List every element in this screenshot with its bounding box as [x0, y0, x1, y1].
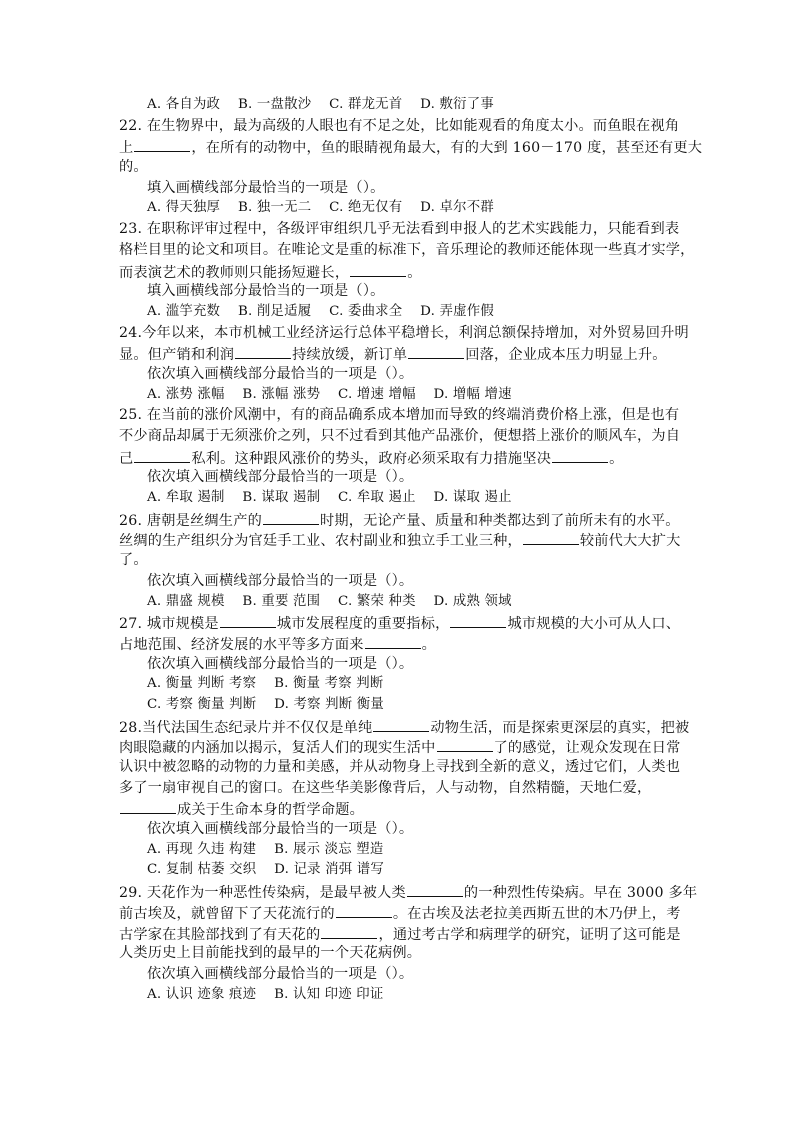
answer-blank	[120, 798, 176, 814]
q22-text: ，在所有的动物中，鱼的眼睛视角最大，有的大到 160－170 度，甚至还有更大	[191, 140, 703, 157]
q21-options: A. 各自为政 B. 一盘散沙 C. 群龙无首 D. 敷衍了事	[147, 97, 494, 112]
answer-blank	[523, 529, 579, 545]
q24-prompt: 依次填入画横线部分最恰当的一项是（）。	[147, 365, 414, 382]
q28-text: 动物生活，而是探索更深层的真实，把被	[430, 719, 690, 736]
q29-stem-line2	[119, 902, 681, 923]
answer-blank	[373, 716, 429, 732]
q22-options: A. 得天独厚 B. 独一无二 C. 绝无仅有 D. 卓尔不群	[147, 200, 494, 216]
q26-text: 时期，无论产量、质量和种类都达到了前所未有的水平。	[319, 512, 680, 529]
q24-options: A. 涨势 涨幅 B. 涨幅 涨势 C. 增速 增幅 D. 增幅 增速	[147, 386, 512, 402]
answer-blank	[220, 612, 276, 628]
q27-prompt: 依次填入画横线部分最恰当的一项是（）。	[147, 655, 414, 672]
q24-text: 显。但产销和利润	[119, 347, 235, 364]
q23-stem-line2: 格栏目里的论文和项目。在唯论文是重的标准下，音乐理论的教师还能体现一些真才实学，	[119, 241, 695, 258]
q29-text: 古学家在其脸部找到了有天花的	[119, 926, 321, 943]
q29-stem-line4: 人类历史上目前能找到的最早的一个天花病例。	[119, 945, 422, 962]
q28-text: 肉眼隐藏的内涵加以揭示，复活人们的现实生活中	[119, 740, 436, 757]
q28-stem-line1	[119, 716, 690, 737]
answer-blank	[437, 736, 493, 752]
q28-stem-line3: 认识中被忽略的动物的力量和美感，并从动物身上寻找到全新的意义，透过它们，人类也	[119, 759, 681, 775]
q27-stem-line1	[119, 612, 681, 633]
q29-prompt: 依次填入画横线部分最恰当的一项是（）。	[147, 965, 414, 982]
q27-text: 城市规模的大小可从人口、	[507, 616, 681, 633]
answer-blank	[336, 902, 392, 918]
answer-blank	[450, 612, 506, 628]
q26-text: 26. 唐朝是丝绸生产的	[119, 512, 262, 529]
q25-text: 己	[119, 450, 134, 467]
q26-options: A. 鼎盛 规模 B. 重要 范围 C. 繁荣 种类 D. 成熟 领域	[147, 593, 512, 609]
q29-stem-line1	[119, 881, 698, 902]
q24-stem-line1: 24.今年以来，本市机械工业经济运行总体平稳增长，利润总额保持增加，对外贸易回升明	[119, 324, 689, 341]
q24-text: 回落，企业成本压力明显上升。	[465, 347, 667, 364]
answer-blank	[407, 881, 463, 897]
q25-stem-line1: 25. 在当前的涨价风潮中，有的商品确系成本增加而导致的终端消费价格上涨，但是也有	[119, 407, 680, 424]
q27-options-ab: A. 衡量 判断 考察 B. 衡量 考察 判断	[147, 676, 384, 692]
q29-options-ab: A. 认识 迹象 痕迹 B. 认知 印迹 印证	[147, 986, 384, 1002]
q29-text: ，通过考古学和病理学的研究，证明了这可能是	[378, 926, 681, 943]
answer-blank	[235, 343, 291, 359]
q26-stem-line2	[119, 529, 681, 550]
q22-prompt: 填入画横线部分最恰当的一项是（）。	[147, 179, 385, 196]
q28-prompt: 依次填入画横线部分最恰当的一项是（）。	[147, 821, 414, 838]
q27-text: 占地范围、经济发展的水平等多方面来	[119, 636, 364, 653]
q25-stem-line3	[119, 447, 675, 468]
q26-stem-line3: 了。	[119, 552, 148, 569]
answer-blank	[263, 509, 319, 525]
q27-options-cd: C. 考察 衡量 判断 D. 考察 判断 衡量	[147, 696, 384, 712]
q22-stem-line1: 22. 在生物界中，最为高级的人眼也有不足之处，比如能观看的角度太小。而鱼眼在视角	[119, 117, 680, 134]
q28-text: 了的感觉，让观众发现在日常	[493, 740, 681, 757]
q28-stem-line2	[119, 736, 681, 757]
q27-text: 。	[421, 636, 436, 653]
q22-stem-line3: 的。	[119, 159, 148, 176]
q22-stem-line2	[119, 136, 703, 157]
answer-blank	[321, 923, 377, 939]
q23-prompt: 填入画横线部分最恰当的一项是（）。	[147, 283, 385, 300]
q28-options-cd: C. 复制 枯萎 交织 D. 记录 消弭 谱写	[147, 862, 384, 878]
q23-text: 。	[407, 264, 422, 281]
q26-text: 较前代大大扩大	[579, 533, 681, 550]
q28-text: 成关于生命本身的哲学命题。	[177, 802, 365, 819]
q29-text: 。在古埃及法老拉美西斯五世的木乃伊上，考	[392, 905, 681, 922]
q26-stem-line1	[119, 509, 680, 530]
q28-text: 28.当代法国生态纪录片并不仅仅是单纯	[119, 719, 373, 736]
q24-text: 持续放缓，新订单	[292, 347, 408, 364]
q25-prompt: 依次填入画横线部分最恰当的一项是（）。	[147, 469, 414, 486]
q29-text: 前古埃及，就曾留下了天花流行的	[119, 905, 335, 922]
q29-text: 29. 天花作为一种恶性传染病，是最早被人类	[119, 885, 406, 902]
q28-options-ab: A. 再现 久违 构建 B. 展示 淡忘 塑造	[147, 841, 384, 857]
answer-blank	[134, 447, 190, 463]
answer-blank	[408, 343, 464, 359]
q23-options: A. 滥竽充数 B. 削足适履 C. 委曲求全 D. 弄虚作假	[147, 303, 494, 319]
answer-blank	[552, 447, 608, 463]
exam-content	[119, 95, 703, 1005]
q23-stem-line1: 23. 在职称评审过程中，各级评审组织几乎无法看到申报人的艺术实践能力，只能看到表	[119, 221, 680, 238]
q24-stem-line2	[119, 343, 675, 364]
q28-stem-line4: 多了一扇审视自己的窗口。在这些华美影像背后，人与动物，自然精髓，天地仁爱，	[119, 779, 652, 796]
q23-stem-line3	[119, 261, 675, 282]
q23-text: 而表演艺术的教师则只能扬短避长，	[119, 264, 350, 281]
q25-options: A. 牟取 遏制 B. 谋取 遏制 C. 牟取 遏止 D. 谋取 遏止	[147, 490, 512, 506]
q29-text: 的一种烈性传染病。早在 3000 多年	[463, 885, 698, 902]
answer-blank	[134, 136, 190, 152]
q25-text: 。	[609, 450, 624, 467]
q27-stem-line2	[119, 633, 675, 654]
q27-text: 27. 城市规模是	[119, 616, 219, 633]
q26-prompt: 依次填入画横线部分最恰当的一项是（）。	[147, 572, 414, 589]
q29-stem-line3	[119, 923, 681, 944]
q27-text: 城市发展程度的重要指标，	[276, 616, 450, 633]
q26-text: 丝绸的生产组织分为官廷手工业、农村副业和独立手工业三种，	[119, 533, 522, 550]
q28-stem-line5	[119, 798, 675, 819]
q25-text: 私利。这种跟风涨价的势头，政府必须采取有力措施坚决	[191, 450, 552, 467]
q22-text: 上	[119, 140, 134, 157]
answer-blank	[350, 261, 406, 277]
q25-stem-line2: 不少商品却属于无须涨价之列，只不过看到其他产品涨价，便想搭上涨价的顺风车，为自	[119, 428, 681, 444]
answer-blank	[365, 633, 421, 649]
